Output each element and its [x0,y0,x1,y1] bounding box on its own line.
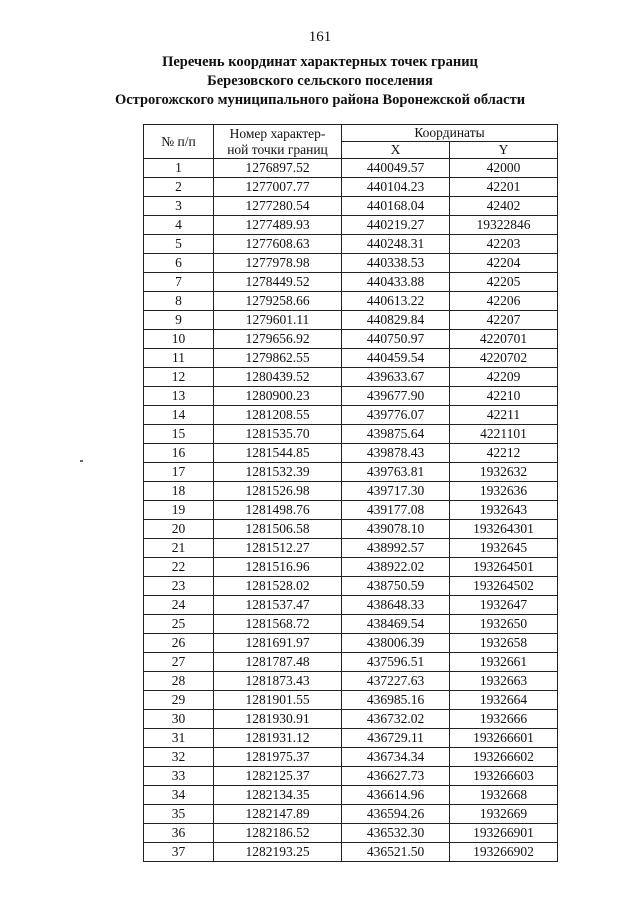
cell-num: 15 [144,425,214,444]
cell-y: 1932647 [450,596,558,615]
table-row [144,501,558,520]
cell-num: 31 [144,729,214,748]
cell-num: 12 [144,368,214,387]
cell-point: 1282147.89 [214,805,342,824]
cell-y: 1932668 [450,786,558,805]
cell-y: 1932645 [450,539,558,558]
cell-num: 23 [144,577,214,596]
table-row [144,159,558,178]
table-row [144,444,558,463]
cell-point: 1279656.92 [214,330,342,349]
cell-num: 27 [144,653,214,672]
cell-x: 439177.08 [342,501,450,520]
cell-x: 436594.26 [342,805,450,824]
cell-x: 440829.84 [342,311,450,330]
table-row [144,805,558,824]
cell-num: 10 [144,330,214,349]
cell-point: 1281532.39 [214,463,342,482]
table-row [144,596,558,615]
cell-x: 437227.63 [342,672,450,691]
cell-x: 439878.43 [342,444,450,463]
cell-num: 33 [144,767,214,786]
table-row [144,710,558,729]
cell-point: 1277608.63 [214,235,342,254]
cell-point: 1281691.97 [214,634,342,653]
cell-x: 436521.50 [342,843,450,862]
cell-x: 436734.34 [342,748,450,767]
cell-num: 9 [144,311,214,330]
cell-point: 1278449.52 [214,273,342,292]
table-row [144,178,558,197]
cell-num: 1 [144,159,214,178]
cell-point: 1281537.47 [214,596,342,615]
cell-x: 439677.90 [342,387,450,406]
cell-point: 1279258.66 [214,292,342,311]
cell-x: 439633.67 [342,368,450,387]
cell-x: 440168.04 [342,197,450,216]
table-row [144,748,558,767]
header-y: Y [450,142,558,159]
cell-point: 1279601.11 [214,311,342,330]
cell-x: 438922.02 [342,558,450,577]
cell-x: 436985.16 [342,691,450,710]
cell-y: 193266902 [450,843,558,862]
cell-num: 4 [144,216,214,235]
cell-num: 5 [144,235,214,254]
cell-y: 193264501 [450,558,558,577]
cell-point: 1281568.72 [214,615,342,634]
table-row [144,292,558,311]
title-line-2: Березовского сельского поселения [207,73,433,89]
table-row [144,273,558,292]
cell-y: 42206 [450,292,558,311]
cell-num: 30 [144,710,214,729]
table-row [144,216,558,235]
cell-y: 1932666 [450,710,558,729]
cell-y: 42201 [450,178,558,197]
table-row [144,330,558,349]
cell-x: 438648.33 [342,596,450,615]
table-row [144,406,558,425]
table-body [144,159,558,862]
cell-num: 34 [144,786,214,805]
cell-y: 1932632 [450,463,558,482]
cell-y: 42212 [450,444,558,463]
table-row [144,729,558,748]
cell-num: 32 [144,748,214,767]
cell-x: 436729.11 [342,729,450,748]
table-row [144,615,558,634]
cell-y: 42211 [450,406,558,425]
cell-x: 438992.57 [342,539,450,558]
cell-x: 440049.57 [342,159,450,178]
cell-point: 1281975.37 [214,748,342,767]
cell-x: 436614.96 [342,786,450,805]
cell-y: 42000 [450,159,558,178]
cell-y: 1932664 [450,691,558,710]
cell-point: 1281535.70 [214,425,342,444]
cell-num: 24 [144,596,214,615]
cell-point: 1281516.96 [214,558,342,577]
header-point-line-2: ной точки границ [227,141,328,157]
scan-speck [80,460,83,462]
cell-x: 438006.39 [342,634,450,653]
cell-num: 18 [144,482,214,501]
cell-num: 22 [144,558,214,577]
table-row [144,254,558,273]
cell-point: 1281528.02 [214,577,342,596]
cell-y: 42205 [450,273,558,292]
cell-x: 440433.88 [342,273,450,292]
cell-point: 1277280.54 [214,197,342,216]
cell-point: 1281506.58 [214,520,342,539]
cell-num: 2 [144,178,214,197]
cell-point: 1281901.55 [214,691,342,710]
table-row [144,577,558,596]
table-row [144,311,558,330]
cell-num: 26 [144,634,214,653]
cell-y: 4220702 [450,349,558,368]
cell-point: 1277007.77 [214,178,342,197]
cell-y: 193266601 [450,729,558,748]
cell-x: 440248.31 [342,235,450,254]
cell-y: 42209 [450,368,558,387]
cell-y: 42210 [450,387,558,406]
table-row [144,235,558,254]
cell-point: 1282186.52 [214,824,342,843]
table-row [144,653,558,672]
header-x: X [342,142,450,159]
header-coordinates: Координаты [342,125,558,142]
table-row [144,425,558,444]
table-row [144,463,558,482]
cell-point: 1281873.43 [214,672,342,691]
cell-num: 19 [144,501,214,520]
cell-point: 1281526.98 [214,482,342,501]
cell-point: 1280439.52 [214,368,342,387]
cell-y: 19322846 [450,216,558,235]
cell-num: 37 [144,843,214,862]
cell-x: 439776.07 [342,406,450,425]
cell-point: 1281931.12 [214,729,342,748]
cell-point: 1279862.55 [214,349,342,368]
table-row [144,520,558,539]
cell-num: 20 [144,520,214,539]
cell-point: 1282134.35 [214,786,342,805]
cell-y: 4220701 [450,330,558,349]
header-num: № п/п [144,125,214,159]
cell-point: 1277978.98 [214,254,342,273]
cell-y: 193264301 [450,520,558,539]
cell-num: 14 [144,406,214,425]
cell-num: 25 [144,615,214,634]
cell-y: 1932636 [450,482,558,501]
document-title [0,53,640,110]
table-row [144,824,558,843]
cell-x: 440104.23 [342,178,450,197]
cell-x: 437596.51 [342,653,450,672]
cell-x: 440219.27 [342,216,450,235]
cell-y: 42204 [450,254,558,273]
table-row [144,672,558,691]
table-row [144,387,558,406]
header-point-line-1: Номер характер- [229,125,326,141]
cell-point: 1281930.91 [214,710,342,729]
table-row [144,786,558,805]
cell-num: 17 [144,463,214,482]
cell-point: 1280900.23 [214,387,342,406]
cell-num: 13 [144,387,214,406]
cell-x: 440459.54 [342,349,450,368]
cell-y: 1932658 [450,634,558,653]
cell-y: 193266603 [450,767,558,786]
cell-num: 16 [144,444,214,463]
cell-y: 1932643 [450,501,558,520]
table-row [144,349,558,368]
table-row [144,767,558,786]
page-number: 161 [308,29,332,45]
cell-y: 193264502 [450,577,558,596]
cell-point: 1281544.85 [214,444,342,463]
coordinates-table [143,124,558,862]
cell-x: 436532.30 [342,824,450,843]
cell-point: 1281498.76 [214,501,342,520]
cell-x: 439717.30 [342,482,450,501]
cell-num: 21 [144,539,214,558]
cell-x: 438750.59 [342,577,450,596]
table-row [144,539,558,558]
table-row [144,843,558,862]
title-line-3: Острогожского муниципального района Воронежской области [114,92,526,108]
cell-x: 440750.97 [342,330,450,349]
cell-x: 439763.81 [342,463,450,482]
cell-num: 36 [144,824,214,843]
cell-y: 42207 [450,311,558,330]
cell-x: 436732.02 [342,710,450,729]
cell-y: 1932663 [450,672,558,691]
cell-num: 29 [144,691,214,710]
cell-x: 440613.22 [342,292,450,311]
table-row [144,634,558,653]
cell-num: 11 [144,349,214,368]
cell-num: 7 [144,273,214,292]
cell-x: 439875.64 [342,425,450,444]
table-row [144,482,558,501]
cell-point: 1282125.37 [214,767,342,786]
cell-y: 42203 [450,235,558,254]
cell-y: 193266901 [450,824,558,843]
cell-x: 438469.54 [342,615,450,634]
cell-num: 28 [144,672,214,691]
title-line-1: Перечень координат характерных точек границ [162,54,478,70]
cell-x: 440338.53 [342,254,450,273]
table-row [144,691,558,710]
cell-num: 6 [144,254,214,273]
header-point [214,125,342,159]
cell-num: 35 [144,805,214,824]
cell-y: 42402 [450,197,558,216]
cell-num: 3 [144,197,214,216]
cell-y: 1932661 [450,653,558,672]
table-row [144,558,558,577]
cell-y: 193266602 [450,748,558,767]
cell-point: 1277489.93 [214,216,342,235]
cell-point: 1281512.27 [214,539,342,558]
table-row [144,197,558,216]
cell-y: 4221101 [450,425,558,444]
cell-y: 1932650 [450,615,558,634]
cell-point: 1276897.52 [214,159,342,178]
cell-num: 8 [144,292,214,311]
cell-point: 1282193.25 [214,843,342,862]
cell-x: 439078.10 [342,520,450,539]
cell-point: 1281787.48 [214,653,342,672]
cell-x: 436627.73 [342,767,450,786]
cell-y: 1932669 [450,805,558,824]
cell-point: 1281208.55 [214,406,342,425]
table-row [144,368,558,387]
